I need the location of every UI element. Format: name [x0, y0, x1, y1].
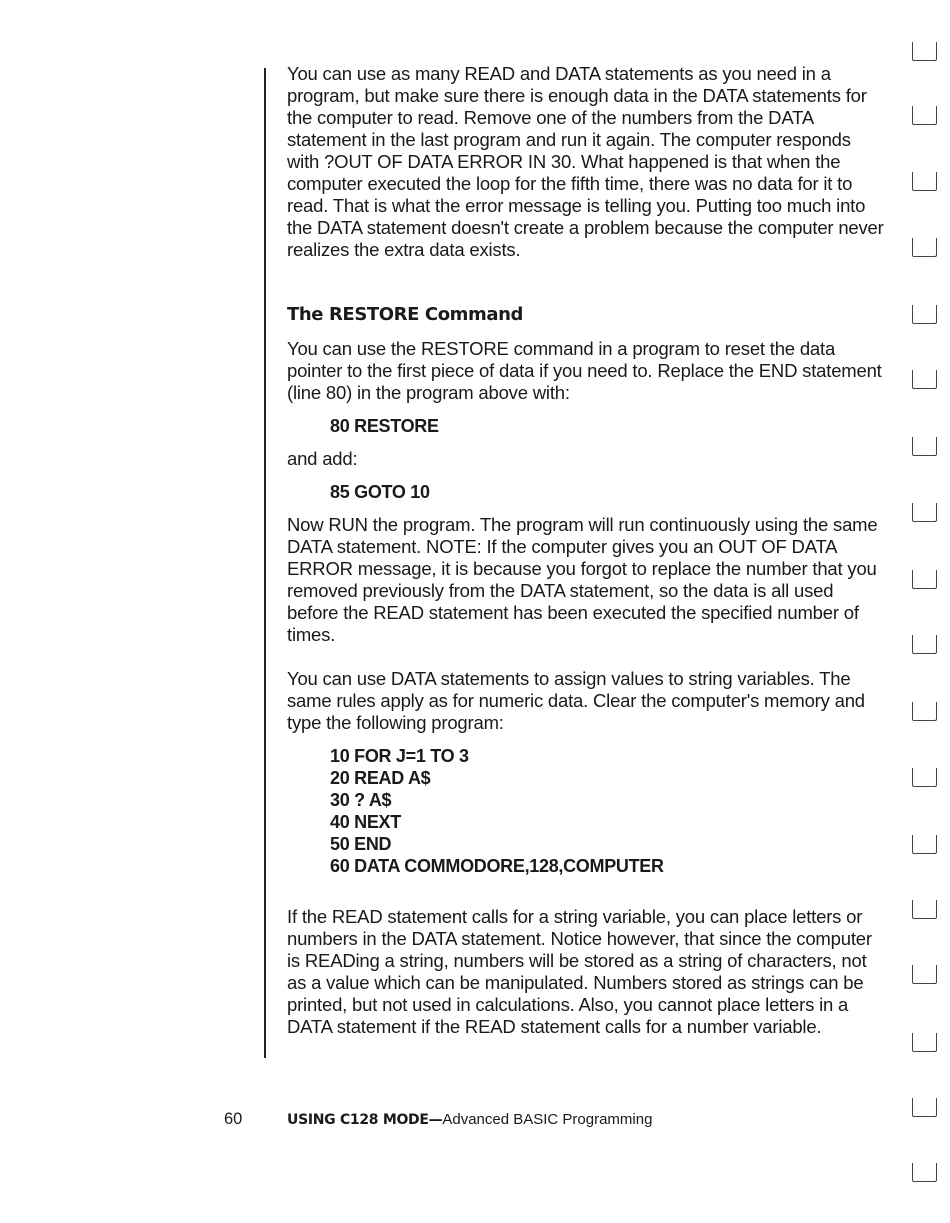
- paragraph-run-program: Now RUN the program. The program will run continuously using the same DATA statement. NOTE: If the computer gives you an OUT OF DATA ERROR message, it is because you forgot to replace the number that you removed previously from the DATA statement, so the data is all used before the READ statement has been executed the specified number of times.: [287, 514, 878, 645]
- paragraph-string-variables: You can use DATA statements to assign values to string variables. The same rules apply as for numeric data. Clear the computer's memory and type the following program:: [287, 668, 865, 733]
- binder-hole: [912, 965, 937, 984]
- code-line: 50 END: [330, 834, 392, 854]
- code-line: 10 FOR J=1 TO 3: [330, 746, 469, 766]
- binder-hole: [912, 305, 937, 324]
- binder-hole: [912, 437, 937, 456]
- footer-section: USING C128 MODE: [287, 1112, 429, 1128]
- binder-hole: [912, 172, 937, 191]
- paragraph-and-add: and add:: [287, 448, 358, 469]
- code-line: 30 ? A$: [330, 790, 392, 810]
- binder-hole: [912, 42, 937, 61]
- code-listing: [287, 745, 887, 877]
- section-heading: The RESTORE Command: [287, 304, 524, 325]
- binder-hole: [912, 503, 937, 522]
- binder-hole: [912, 702, 937, 721]
- binder-hole: [912, 370, 937, 389]
- binder-hole: [912, 570, 937, 589]
- margin-rule: [264, 68, 266, 1058]
- binder-hole: [912, 635, 937, 654]
- binder-hole: [912, 1033, 937, 1052]
- code-goto-line: 85 GOTO 10: [330, 482, 430, 502]
- code-line: 60 DATA COMMODORE,128,COMPUTER: [330, 856, 664, 876]
- binder-hole: [912, 1098, 937, 1117]
- paragraph-restore-intro: You can use the RESTORE command in a program to reset the data pointer to the first piece of data if you need to. Replace the END statement (line 80) in the program above with:: [287, 338, 882, 403]
- page-footer: [224, 1109, 744, 1130]
- code-line: 20 READ A$: [330, 768, 431, 788]
- binder-hole: [912, 768, 937, 787]
- code-line: 40 NEXT: [330, 812, 401, 832]
- footer-separator: —: [428, 1112, 443, 1128]
- page-number: 60: [224, 1110, 243, 1128]
- binder-hole: [912, 106, 937, 125]
- page-content: [287, 63, 887, 1038]
- binder-hole: [912, 238, 937, 257]
- binder-hole: [912, 900, 937, 919]
- paragraph-string-read: If the READ statement calls for a string variable, you can place letters or numbers in the DATA statement. Notice however, that since the computer is READing a string, numbers will be stored as a string of characters, not as a value which can be manipulated. Numbers stored as strings can be printed, but not used in calculations. Also, you cannot place letters in a DATA statement if the READ statement calls for a number variable.: [287, 906, 872, 1037]
- code-restore-line: 80 RESTORE: [330, 416, 439, 436]
- footer-topic: Advanced BASIC Programming: [442, 1111, 653, 1128]
- paragraph-data-statements: You can use as many READ and DATA statements as you need in a program, but make sure there is enough data in the DATA statements for the computer to read. Remove one of the numbers from the DATA statement in the last program and run it again. The computer responds with ?OUT OF DATA ERROR IN 30. What happened is that when the computer executed the loop for the fifth time, there was no data for it to read. That is what the error message is telling you. Putting too much into the DATA statement doesn't create a problem because the computer never realizes the extra data exists.: [287, 63, 884, 260]
- binder-hole: [912, 1163, 937, 1182]
- binder-hole: [912, 835, 937, 854]
